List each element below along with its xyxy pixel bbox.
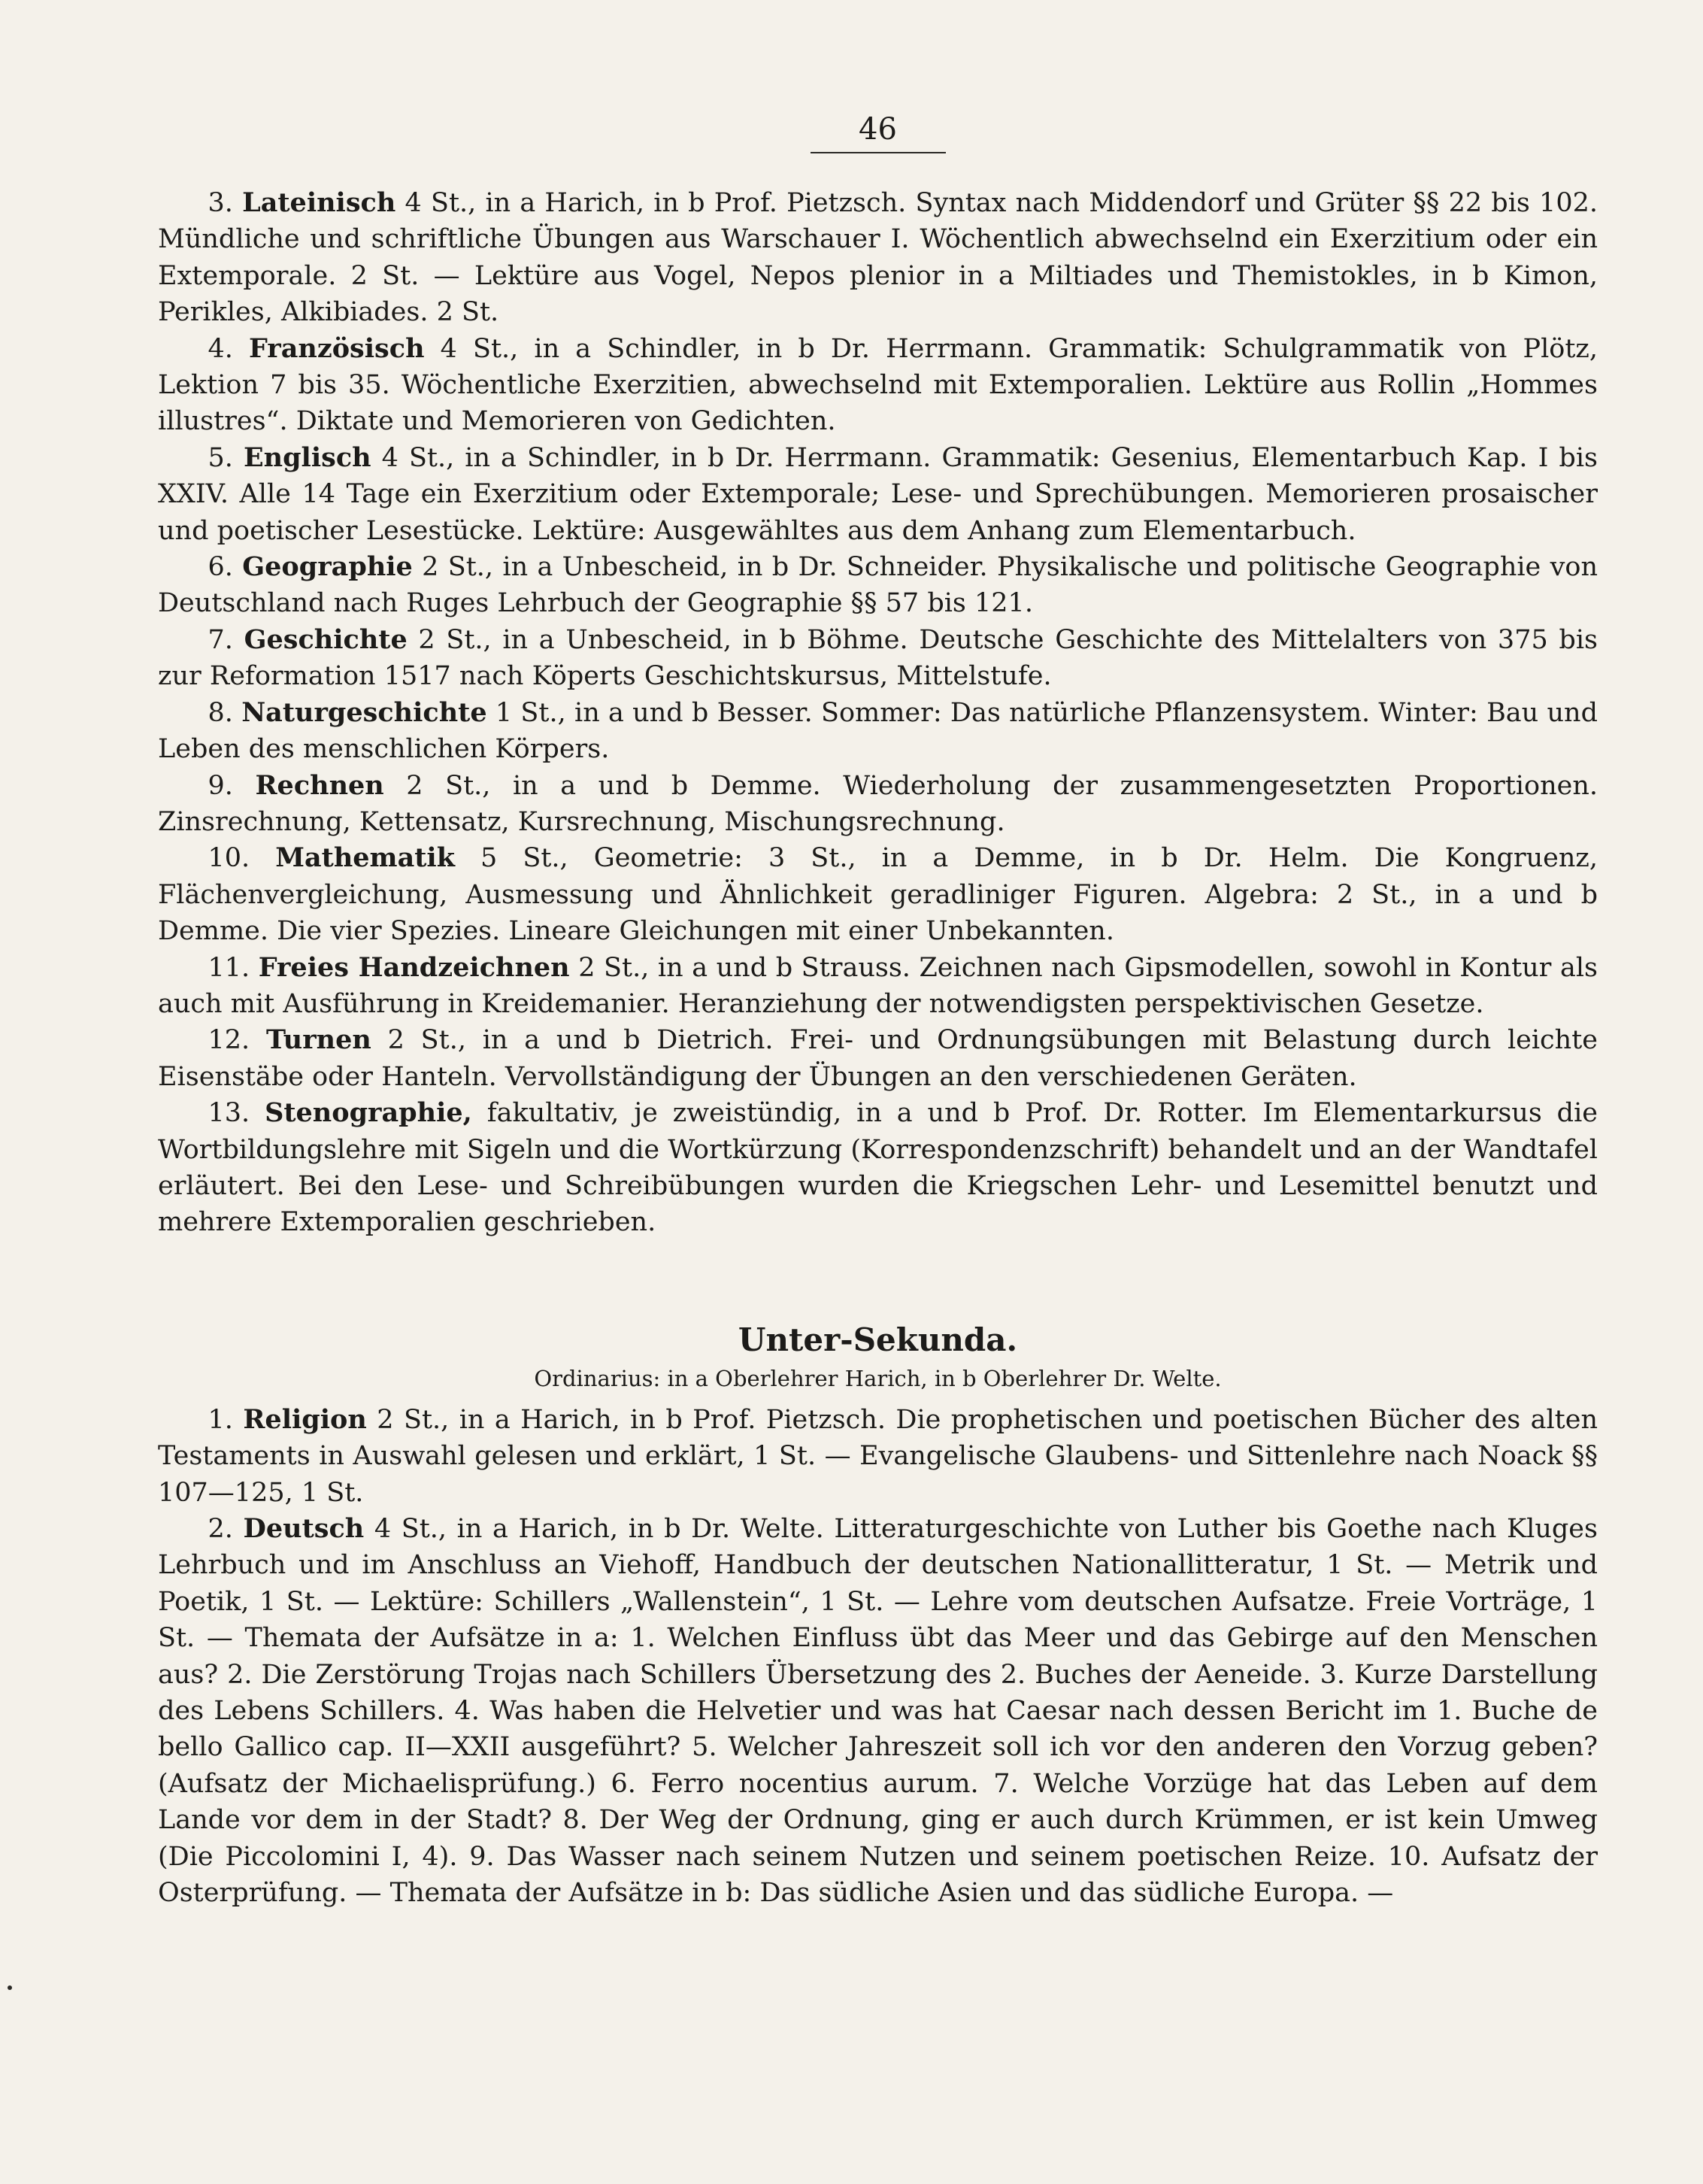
curriculum-item bbox=[158, 1511, 1598, 1911]
subject-name: Stenographie, bbox=[265, 1097, 472, 1129]
subject-name: Rechnen bbox=[255, 769, 384, 801]
item-number: 12. bbox=[208, 1025, 250, 1056]
item-text: 4 St., in a Schindler, in b Dr. Herrmann. Grammatik: Schulgrammatik von Plötz, Lektion 7 bis 35. Wöchentliche Exerzitien, abwechselnd mit Extemporalien. Lektüre aus Rollin „Hommes illustres“. Diktate und Memorieren von Gedichten. bbox=[158, 333, 1598, 437]
subject-name: Religion bbox=[243, 1403, 367, 1435]
item-text: 2 St., in a Unbescheid, in b Dr. Schneider. Physikalische und politische Geographie von Deutschland nach Ruges Lehrbuch der Geographie §§ 57 bis 121. bbox=[158, 552, 1598, 619]
subject-name: Mathematik bbox=[275, 842, 455, 874]
curriculum-item bbox=[158, 440, 1598, 549]
subject-name: Englisch bbox=[243, 441, 371, 473]
item-text: 2 St., in a und b Demme. Wiederholung der zusammengesetzten Proportionen. Zinsrechnung, Kettensatz, Kursrechnung, Mischungsrechnung. bbox=[158, 770, 1598, 837]
curriculum-item bbox=[158, 840, 1598, 949]
curriculum-item bbox=[158, 1022, 1598, 1095]
item-number: 1. bbox=[208, 1404, 233, 1435]
subject-name: Naturgeschichte bbox=[241, 696, 487, 728]
item-text: fakultativ, je zweistündig, in a und b Prof. Dr. Rotter. Im Elementarkursus die Wortbildungslehre mit Sigeln und die Wortkürzung (Korrespondenzschrift) behandelt und an der Wandtafel erläutert. Bei den Lese- und Schreibübungen wurden die Kriegschen Lehr- und Lesemittel benutzt und mehrere Extemporalien geschrieben. bbox=[158, 1098, 1598, 1238]
item-text: 2 St., in a und b Dietrich. Frei- und Ordnungsübungen mit Belastung durch leichte Eisenstäbe oder Hanteln. Vervollständigung der Übungen an den verschiedenen Geräten. bbox=[158, 1025, 1598, 1092]
curriculum-list-upper bbox=[158, 185, 1598, 1241]
curriculum-item bbox=[158, 549, 1598, 622]
curriculum-item bbox=[158, 695, 1598, 768]
item-text: 2 St., in a Unbescheid, in b Böhme. Deutsche Geschichte des Mittelalters von 375 bis zur Reformation 1517 nach Köperts Geschichtskursus, Mittelstufe. bbox=[158, 624, 1598, 692]
item-text: 1 St., in a und b Besser. Sommer: Das natürliche Pflanzensystem. Winter: Bau und Leben des menschlichen Körpers. bbox=[158, 697, 1598, 765]
curriculum-item bbox=[158, 1095, 1598, 1241]
item-number: 6. bbox=[208, 552, 233, 583]
item-text: 5 St., Geometrie: 3 St., in a Demme, in b Dr. Helm. Die Kongruenz, Flächenvergleichung, Ausmessung und Ähnlichkeit geradliniger Figuren. Algebra: 2 St., in a und b Demme. Die vier Spezies. Lineare Gleichungen mit einer Unbekannten. bbox=[158, 843, 1598, 947]
subject-name: Turnen bbox=[265, 1024, 371, 1056]
curriculum-item bbox=[158, 331, 1598, 440]
curriculum-list-lower bbox=[158, 1402, 1598, 1912]
item-number: 4. bbox=[208, 333, 233, 364]
subject-name: Französisch bbox=[249, 332, 425, 364]
item-number: 2. bbox=[208, 1514, 233, 1544]
item-text: 4 St., in a Schindler, in b Dr. Herrmann. Grammatik: Gesenius, Elementarbuch Kap. I bis XXIV. Alle 14 Tage ein Exerzitium oder Extemporale; Lese- und Sprechübungen. Memorieren prosaischer und poetischer Lesestücke. Lektüre: Ausgewähltes aus dem Anhang zum Elementarbuch. bbox=[158, 442, 1598, 546]
item-number: 8. bbox=[208, 697, 233, 728]
subject-name: Geographie bbox=[242, 551, 413, 583]
item-number: 11. bbox=[208, 952, 250, 983]
item-number: 3. bbox=[208, 188, 233, 218]
item-number: 5. bbox=[208, 442, 233, 473]
section-ordinarius: Ordinarius: in a Oberlehrer Harich, in b Oberlehrer Dr. Welte. bbox=[534, 1365, 1222, 1391]
paper-speck bbox=[8, 1985, 12, 1990]
item-text: 2 St., in a und b Strauss. Zeichnen nach Gipsmodellen, sowohl in Kontur als auch mit Ausführung in Kreidemanier. Heranziehung der notwendigsten perspektivischen Gesetze. bbox=[158, 952, 1598, 1019]
curriculum-item bbox=[158, 768, 1598, 841]
section-title: Unter-Sekunda. bbox=[738, 1321, 1018, 1358]
curriculum-item bbox=[158, 622, 1598, 695]
curriculum-item bbox=[158, 1402, 1598, 1511]
page-number-rule bbox=[811, 152, 946, 153]
curriculum-item bbox=[158, 185, 1598, 331]
item-text: 4 St., in a Harich, in b Dr. Welte. Litteraturgeschichte von Luther bis Goethe nach Kluges Lehrbuch und im Anschluss an Viehoff, Handbuch der deutschen Nationallitteratur, 1 St. — Metrik und Poetik, 1 St. — Lektüre: Schillers „Wallenstein“, 1 St. — Lehre vom deutschen Aufsatze. Freie Vorträge, 1 St. — Themata der Aufsätze in a: 1. Welchen Einfluss übt das Meer und das Gebirge auf den Menschen aus? 2. Die Zerstörung Trojas nach Schillers Übersetzung des 2. Buches der Aeneide. 3. Kurze Darstellung des Lebens Schillers. 4. Was haben die Helvetier und was hat Caesar nach dessen Bericht im 1. Buche de bello Gallico cap. II—XXII ausgeführt? 5. Welcher Jahreszeit soll ich vor den anderen den Vorzug geben? (Aufsatz der Michaelisprüfung.) 6. Ferro nocentius aurum. 7. Welche Vorzüge hat das Leben auf dem Lande vor dem in der Stadt? 8. Der Weg der Ordnung, ging er auch durch Krümmen, er ist kein Umweg (Die Piccolomini I, 4). 9. Das Wasser nach seinem Nutzen und seinem poetischen Reize. 10. Aufsatz der Osterprüfung. — Themata der Aufsätze in b: Das südliche Asien und das südliche Europa. — bbox=[158, 1514, 1598, 1909]
subject-name: Geschichte bbox=[244, 623, 408, 655]
item-number: 10. bbox=[208, 843, 250, 874]
page-number: 46 bbox=[859, 112, 897, 147]
item-number: 9. bbox=[208, 770, 233, 801]
page bbox=[158, 113, 1598, 1911]
item-text: 2 St., in a Harich, in b Prof. Pietzsch. Die prophetischen und poetischen Bücher des alten Testaments in Auswahl gelesen und erklärt, 1 St. — Evangelische Glaubens- und Sittenlehre nach Noack §§ 107—125, 1 St. bbox=[158, 1404, 1598, 1508]
subject-name: Lateinisch bbox=[242, 187, 396, 218]
curriculum-item bbox=[158, 950, 1598, 1023]
subject-name: Freies Handzeichnen bbox=[258, 951, 570, 983]
subject-name: Deutsch bbox=[243, 1513, 365, 1544]
item-number: 7. bbox=[208, 624, 233, 655]
item-number: 13. bbox=[208, 1098, 250, 1129]
item-text: 4 St., in a Harich, in b Prof. Pietzsch. Syntax nach Middendorf und Grüter §§ 22 bis 102. Mündliche und schriftliche Übungen aus Warschauer I. Wöchentlich abwechselnd ein Exerzitium oder ein Extemporale. 2 St. — Lektüre aus Vogel, Nepos plenior in a Miltiades und Themistokles, in b Kimon, Perikles, Alkibiades. 2 St. bbox=[158, 188, 1598, 328]
